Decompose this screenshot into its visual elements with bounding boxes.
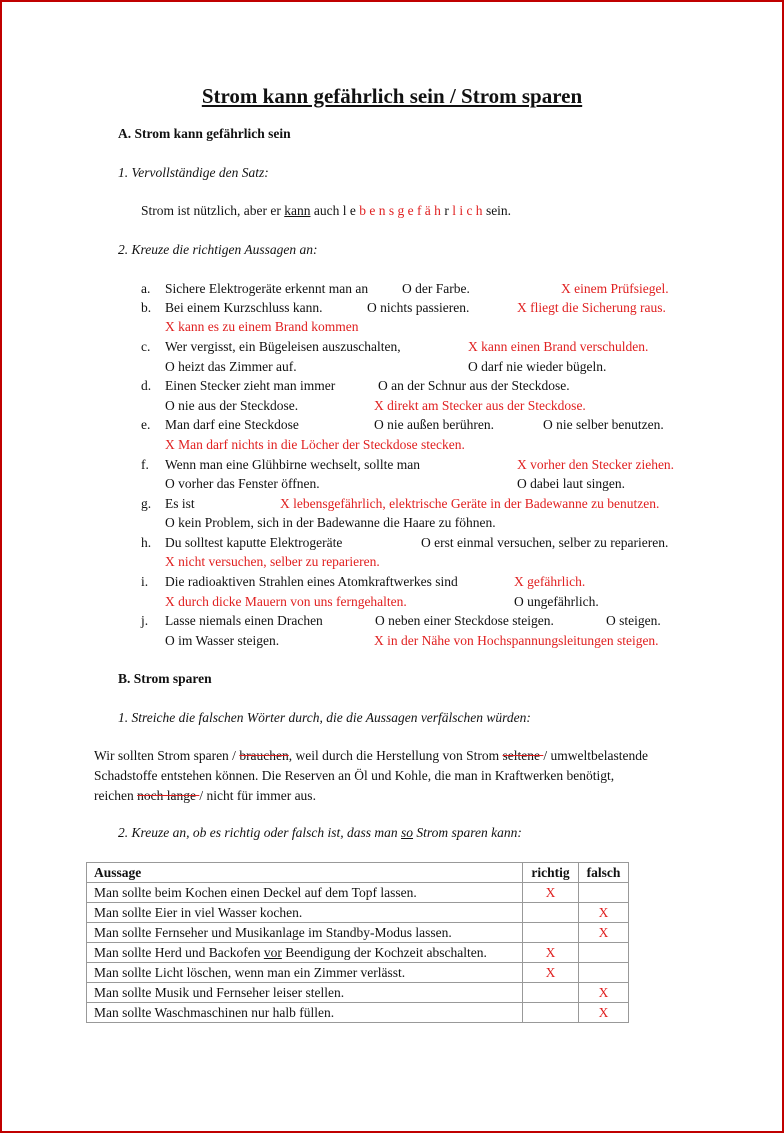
- page-title: Strom kann gefährlich sein / Strom sparen: [201, 84, 583, 108]
- richtig-cell[interactable]: [523, 1003, 579, 1023]
- struck-word: seltene: [502, 748, 544, 763]
- table-row: [87, 923, 629, 943]
- option-wrong: O nichts passieren.: [367, 300, 470, 315]
- item-stem: Einen Stecker zieht man immer: [165, 378, 336, 393]
- item-stem: Lasse niemals einen Drachen: [165, 613, 323, 628]
- item-letter: e.: [141, 417, 151, 432]
- text-fragment: , weil durch die Herstellung von Strom: [288, 748, 503, 763]
- option-wrong: O dabei laut singen.: [517, 476, 625, 491]
- richtig-cell[interactable]: X: [523, 963, 579, 983]
- option-wrong: O nie aus der Steckdose.: [165, 398, 299, 413]
- statement-cell: Man sollte Eier in viel Wasser kochen.: [87, 903, 523, 923]
- item-letter: h.: [141, 535, 152, 550]
- option-wrong: O steigen.: [606, 613, 661, 628]
- option-correct: X kann es zu einem Brand kommen: [165, 319, 359, 334]
- table-row: [87, 983, 629, 1003]
- sentence-r: r: [444, 203, 449, 218]
- item-stem: Man darf eine Steckdose: [165, 417, 299, 432]
- paragraph-line-1: [94, 747, 648, 765]
- sentence-answer-2: l i c h: [452, 203, 483, 218]
- option-correct: X direkt am Stecker aus der Steckdose.: [374, 398, 586, 413]
- table-row: [87, 903, 629, 923]
- struck-word: brauchen: [239, 748, 289, 763]
- sentence-completion: [141, 202, 511, 220]
- header-richtig: richtig: [523, 863, 579, 883]
- item-letter: d.: [141, 378, 152, 393]
- option-wrong: O kein Problem, sich in der Badewanne die Haare zu föhnen.: [165, 515, 496, 530]
- item-stem: Wenn man eine Glühbirne wechselt, sollte man: [165, 457, 420, 472]
- item-stem: Es ist: [165, 496, 195, 511]
- text-fragment: / umweltbelastende: [543, 748, 648, 763]
- text-fragment: Wir sollten Strom sparen /: [94, 748, 240, 763]
- sentence-post: sein.: [485, 203, 512, 218]
- option-correct: X gefährlich.: [514, 574, 586, 589]
- task-a2-instruction: 2. Kreuze die richtigen Aussagen an:: [118, 242, 318, 257]
- richtig-cell[interactable]: [523, 983, 579, 1003]
- option-wrong: O darf nie wieder bügeln.: [468, 359, 607, 374]
- item-stem: Die radioaktiven Strahlen eines Atomkraftwerkes sind: [165, 574, 458, 589]
- text-fragment: vor: [263, 945, 282, 960]
- option-correct: X durch dicke Mauern von uns ferngehalten.: [165, 594, 407, 609]
- item-letter: j.: [141, 613, 149, 628]
- option-correct: X fliegt die Sicherung raus.: [517, 300, 666, 315]
- statement-cell: Man sollte beim Kochen einen Deckel auf dem Topf lassen.: [87, 883, 523, 903]
- statement-cell: Man sollte Licht löschen, wenn man ein Zimmer verlässt.: [87, 963, 523, 983]
- richtig-cell[interactable]: [523, 923, 579, 943]
- item-letter: a.: [141, 281, 151, 296]
- option-wrong: O neben einer Steckdose steigen.: [375, 613, 554, 628]
- sentence-answer-1: b e n s g e f ä h: [359, 203, 441, 218]
- option-wrong: O im Wasser steigen.: [165, 633, 280, 648]
- item-letter: f.: [141, 457, 149, 472]
- option-correct: X kann einen Brand verschulden.: [468, 339, 649, 354]
- statement-cell: Man sollte Fernseher und Musikanlage im Standby-Modus lassen.: [87, 923, 523, 943]
- task-a1-instruction: 1. Vervollständige den Satz:: [118, 165, 269, 180]
- task-b2-instruction: [118, 824, 522, 842]
- item-stem: Wer vergisst, ein Bügeleisen auszuschalten,: [165, 339, 401, 354]
- falsch-cell[interactable]: X: [579, 983, 629, 1003]
- statement-cell: [87, 943, 523, 963]
- item-stem: Bei einem Kurzschluss kann.: [165, 300, 323, 315]
- falsch-cell[interactable]: [579, 963, 629, 983]
- table-row: [87, 963, 629, 983]
- text-fragment: Man sollte Herd und Backofen: [94, 945, 264, 960]
- text-fragment: Beendigung der Kochzeit abschalten.: [281, 945, 487, 960]
- table-row: [87, 1003, 629, 1023]
- item-stem: Du solltest kaputte Elektrogeräte: [165, 535, 343, 550]
- option-wrong: O vorher das Fenster öffnen.: [165, 476, 320, 491]
- paragraph-line-3: [94, 787, 316, 805]
- option-correct: X einem Prüfsiegel.: [561, 281, 669, 296]
- option-wrong: O heizt das Zimmer auf.: [165, 359, 297, 374]
- text-fragment: 2. Kreuze an, ob es richtig oder falsch ist, dass man: [118, 825, 398, 840]
- section-a-heading: A. Strom kann gefährlich sein: [118, 126, 291, 141]
- richtig-cell[interactable]: [523, 903, 579, 923]
- sentence-kann: kann: [284, 203, 311, 218]
- option-wrong: O nie selber benutzen.: [543, 417, 664, 432]
- richtig-cell[interactable]: X: [523, 883, 579, 903]
- falsch-cell[interactable]: [579, 943, 629, 963]
- option-wrong: O erst einmal versuchen, selber zu reparieren.: [421, 535, 669, 550]
- sentence-pre: Strom ist nützlich, aber er: [141, 203, 281, 218]
- option-wrong: O an der Schnur aus der Steckdose.: [378, 378, 570, 393]
- item-letter: c.: [141, 339, 151, 354]
- sentence-mid: auch l e: [313, 203, 356, 218]
- option-wrong: O ungefährlich.: [514, 594, 599, 609]
- falsch-cell[interactable]: X: [579, 923, 629, 943]
- table-row: [87, 943, 629, 963]
- item-letter: i.: [141, 574, 149, 589]
- table-header-row: [87, 863, 629, 883]
- text-fragment: Strom sparen kann:: [416, 825, 522, 840]
- task-b1-instruction: 1. Streiche die falschen Wörter durch, die die Aussagen verfälschen würden:: [118, 710, 531, 725]
- option-correct: X vorher den Stecker ziehen.: [517, 457, 675, 472]
- text-fragment: / nicht für immer aus.: [199, 788, 316, 803]
- statement-cell: Man sollte Musik und Fernseher leiser stellen.: [87, 983, 523, 1003]
- table-row: [87, 883, 629, 903]
- falsch-cell[interactable]: X: [579, 903, 629, 923]
- falsch-cell[interactable]: [579, 883, 629, 903]
- option-correct: X in der Nähe von Hochspannungsleitungen steigen.: [374, 633, 659, 648]
- text-fragment: so: [401, 825, 414, 840]
- option-correct: X Man darf nichts in die Löcher der Steckdose stecken.: [165, 437, 465, 452]
- richtig-cell[interactable]: X: [523, 943, 579, 963]
- answer-table: [86, 862, 629, 1023]
- statement-cell: Man sollte Waschmaschinen nur halb füllen.: [87, 1003, 523, 1023]
- text-fragment: reichen: [94, 788, 138, 803]
- item-letter: g.: [141, 496, 152, 511]
- struck-word: noch lange: [137, 788, 200, 803]
- header-aussage: Aussage: [87, 863, 523, 883]
- falsch-cell[interactable]: X: [579, 1003, 629, 1023]
- item-letter: b.: [141, 300, 152, 315]
- paragraph-line-2: Schadstoffe entstehen können. Die Reserven an Öl und Kohle, die man in Kraftwerken benötigt,: [94, 768, 615, 783]
- section-b-heading: B. Strom sparen: [118, 671, 212, 686]
- option-correct: X nicht versuchen, selber zu reparieren.: [165, 554, 380, 569]
- header-falsch: falsch: [579, 863, 629, 883]
- item-stem: Sichere Elektrogeräte erkennt man an: [165, 281, 369, 296]
- option-wrong: O der Farbe.: [402, 281, 470, 296]
- option-wrong: O nie außen berühren.: [374, 417, 494, 432]
- option-correct: X lebensgefährlich, elektrische Geräte in der Badewanne zu benutzen.: [280, 496, 660, 511]
